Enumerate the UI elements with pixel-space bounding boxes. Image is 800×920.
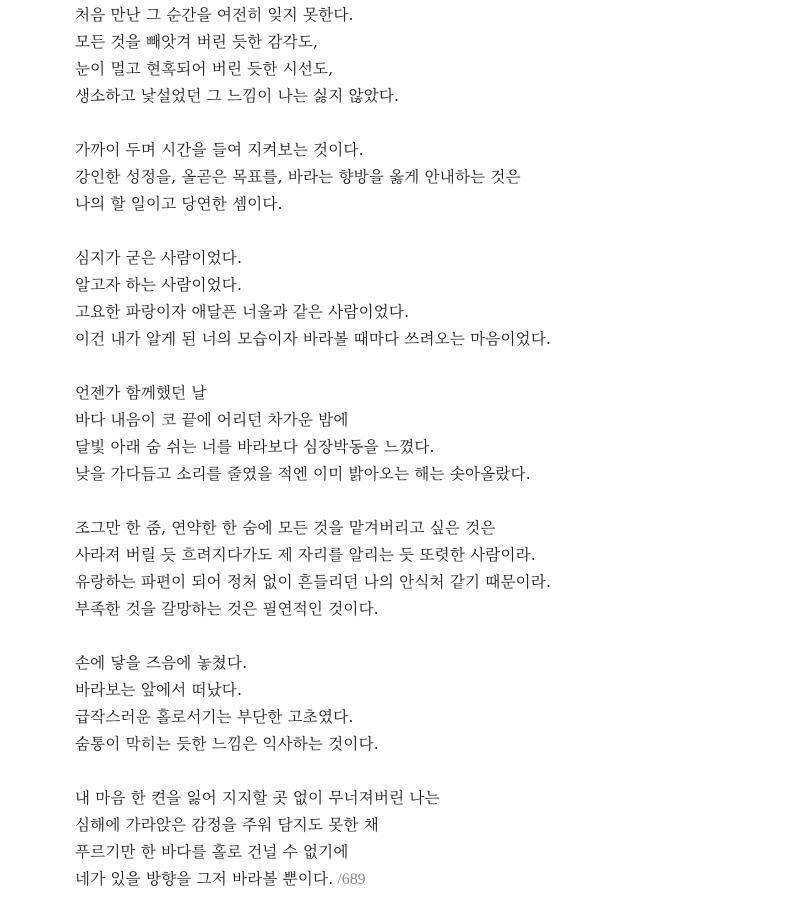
poem-line: 심해에 가라앉은 감정을 주워 담지도 못한 채: [75, 816, 379, 834]
poem-line: 부족한 것을 갈망하는 것은 필연적인 것이다.: [75, 600, 379, 618]
poem-line: 고요한 파랑이자 애달픈 너울과 같은 사람이었다.: [75, 303, 410, 321]
poem-line-last-text: 네가 있을 방향을 그저 바라볼 뿐이다.: [75, 870, 334, 888]
stanza-3: [75, 245, 775, 353]
poem-line: 눈이 멀고 현혹되어 버린 듯한 시선도,: [75, 60, 334, 78]
poem-line: 손에 닿을 즈음에 놓쳤다.: [75, 654, 248, 672]
stanza-4: [75, 380, 775, 488]
poem-line: 유랑하는 파편이 되어 정처 없이 흔들리던 나의 안식처 같기 때문이라.: [75, 573, 552, 591]
poem-text: [75, 2, 775, 920]
poem-line: 가까이 두며 시간을 들여 지켜보는 것이다.: [75, 141, 364, 159]
stanza-5: [75, 515, 775, 623]
poem-line: 달빛 아래 숨 쉬는 너를 바라보다 심장박동을 느꼈다.: [75, 438, 435, 456]
poem-line: 이건 내가 알게 된 너의 모습이자 바라볼 때마다 쓰려오는 마음이었다.: [75, 330, 552, 348]
character-count: /689: [337, 871, 366, 888]
poem-line: 푸르기만 한 바다를 홀로 건널 수 없기에: [75, 843, 349, 861]
stanza-6: [75, 650, 775, 758]
poem-line: 처음 만난 그 순간을 여전히 잊지 못한다.: [75, 6, 354, 24]
poem-line: 급작스러운 홀로서기는 부단한 고초였다.: [75, 708, 354, 726]
stanza-1: [75, 2, 775, 110]
poem-line-last: [75, 866, 775, 893]
poem-line: 바다 내음이 코 끝에 어리던 차가운 밤에: [75, 411, 349, 429]
poem-line: 숨통이 막히는 듯한 느낌은 익사하는 것이다.: [75, 735, 379, 753]
poem-line: 바라보는 앞에서 떠났다.: [75, 681, 243, 699]
poem-line: 조그만 한 줌, 연약한 한 숨에 모든 것을 맡겨버리고 싶은 것은: [75, 519, 496, 537]
poem-line: 내 마음 한 켠을 잃어 지지할 곳 없이 무너져버린 나는: [75, 789, 440, 807]
poem-line: 사라져 버릴 듯 흐려지다가도 제 자리를 알리는 듯 또렷한 사람이라.: [75, 546, 536, 564]
poem-line: 알고자 하는 사람이었다.: [75, 276, 243, 294]
poem-line: 심지가 굳은 사람이었다.: [75, 249, 243, 267]
poem-line: 생소하고 낯설었던 그 느낌이 나는 싫지 않았다.: [75, 87, 400, 105]
poem-line: 나의 할 일이고 당연한 셈이다.: [75, 195, 283, 213]
stanza-7: [75, 785, 775, 893]
poem-line: 모든 것을 빼앗겨 버린 듯한 감각도,: [75, 33, 319, 51]
stanza-2: [75, 137, 775, 218]
poem-line: 언젠가 함께했던 날: [75, 384, 207, 402]
poem-line: 낮을 가다듬고 소리를 줄였을 적엔 이미 밝아오는 해는 솟아올랐다.: [75, 465, 531, 483]
poem-line: 강인한 성정을, 올곧은 목표를, 바라는 향방을 옳게 안내하는 것은: [75, 168, 521, 186]
